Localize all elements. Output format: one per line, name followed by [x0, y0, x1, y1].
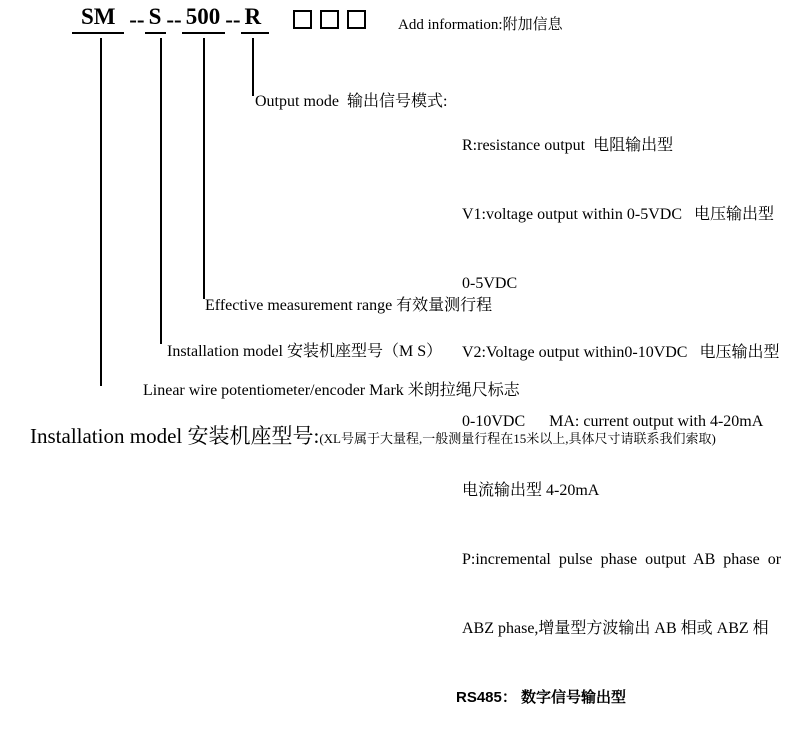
output-option-v1: V1:voltage output within 0-5VDC 电压输出型: [462, 206, 774, 223]
output-option-ma-cont: 电流输出型 4-20mA: [462, 482, 600, 499]
output-mode-label: Output mode 输出信号模式:: [255, 93, 448, 110]
add-info-box-2: [320, 10, 339, 29]
output-option-r: R:resistance output 电阻输出型: [462, 137, 674, 154]
leader-line-installation: [160, 38, 162, 344]
output-option-ma: 0-10VDC MA: current output with 4-20mA: [462, 413, 764, 430]
model-code-output: R: [241, 3, 270, 34]
leader-line-range: [203, 38, 205, 299]
footer-heading: Installation model 安装机座型号:: [30, 424, 320, 448]
model-code: [72, 3, 269, 34]
add-info-box-1: [293, 10, 312, 29]
output-option-v2: V2:Voltage output within0-10VDC 电压输出型: [462, 344, 780, 361]
model-code-series: SM: [72, 3, 124, 34]
model-code-separator: --: [166, 7, 182, 32]
model-code-separator: --: [123, 7, 145, 32]
effective-range-label: Effective measurement range 有效量测行程: [205, 297, 493, 314]
output-option-v1-cont: 0-5VDC: [462, 275, 518, 292]
model-code-separator: --: [225, 7, 241, 32]
model-code-range: 500: [182, 3, 226, 34]
output-option-p-cont: ABZ phase,增量型方波输出 AB 相或 ABZ 相: [462, 620, 769, 637]
footer-heading-row: [30, 420, 716, 450]
model-code-installation: S: [145, 3, 167, 34]
footer-note: (XL号属于大量程,一般测量行程在15米以上,具体尺寸请联系我们索取): [319, 431, 716, 446]
installation-model-label: Installation model 安装机座型号（M S）: [167, 343, 443, 360]
brand-mark-label: Linear wire potentiometer/encoder Mark 米朗拉绳尺标志: [143, 382, 520, 399]
leader-line-output-mode: [252, 38, 254, 96]
leader-line-mark: [100, 38, 102, 386]
add-info-box-3: [347, 10, 366, 29]
add-info-label: Add information:附加信息: [398, 17, 563, 33]
output-option-p: P:incremental pulse phase output AB phase or: [462, 551, 782, 568]
output-option-rs485: RS485： 数字信号输出型: [456, 689, 627, 706]
